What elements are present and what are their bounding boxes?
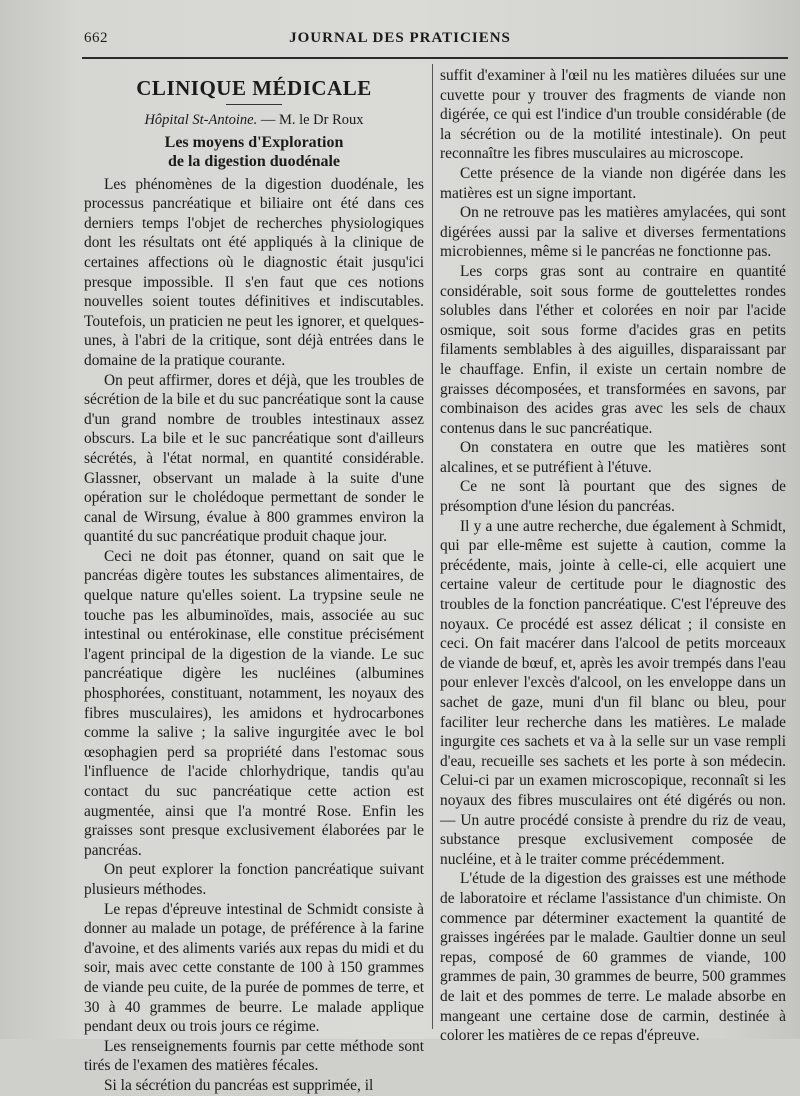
running-title: JOURNAL DES PRATICIENS — [289, 30, 511, 46]
paragraph: On peut affirmer, dores et déjà, que les troubles de sécrétion de la bile et du suc pancréatique sont la cause d'un grand nombre de troubles intestinaux assez obscurs. La bile et le suc pancréatique sont d'ailleurs sécrétés, à l'état normal, en quantité considérable. Glassner, observant un malade à la suite d'une opération sur le cholédoque permettant de sonder le canal de Wirsung, évalue à 800 grammes environ la quantité du suc pancréatique produit chaque jour. — [84, 371, 424, 546]
paragraph-continued: suffit d'examiner à l'œil nu les matières diluées sur une cuvette pour y trouver des fragments de viande non digérée, ce qui est l'indice d'un trouble considérable (de la sécrétion ou de la motilité intestinale). On peut reconnaître les fibres musculaires au microscope. — [440, 67, 786, 163]
paragraph: Ceci ne doit pas étonner, quand on sait que le pancréas digère toutes les substances alimentaires, de quelque nature qu'elles soient. La trypsine seule ne touche pas les albuminoïdes, mais, associée au suc intestinal ou entérokinase, elle constitue précisément l'agent principal de la digestion de la viande. Le suc pancréatique digère les nucléines (albumines phosphorées, constituant, notamment, les noyaux des fibres musculaires), les amidons et hydrocarbones comme la salive ; la salive ingurgitée avec le bol œsophagien perd sa propriété dans l'estomac sous l'influence de l'acide chlorhydrique, tandis qu'au contact du suc pancréatique cette action est augmentée, ainsi que l'a montré Rose. Enfin les graisses sont presque exclusivement élaborées par le pancréas. — [84, 547, 424, 859]
paragraph: Les corps gras sont au contraire en quantité considérable, soit sous forme de gouttelettes rondes solubles dans l'éther et colorées en noir par l'acide osmique, soit sous forme d'acides gras en petits filaments semblables à des aiguilles, disparaissant par le chauffage. Enfin, il existe un certain nombre de graisses décomposées, et transformées en savons, par combinaison des acides gras avec les sels de chaux contenus dans le suc pancréatique. — [440, 262, 786, 437]
paragraph: Les phénomènes de la digestion duodénale, les processus pancréatique et biliaire ont été dans ces derniers temps l'objet de recherches physiologiques dont les résultats ont été appliqués à la clinique de certaines affections où le diagnostic était jusqu'ici presque impossible. Il s'en faut que ces notions nouvelles soient toutes définitives et indiscutables. Toutefois, un praticien ne peut les ignorer, et quelques-unes, à l'abri de la critique, sont déjà entrées dans le domaine de la pratique courante. — [84, 175, 424, 369]
paragraph: On constatera en outre que les matières sont alcalines, et se putréfient à l'étuve. — [440, 439, 786, 476]
page-header — [0, 28, 800, 52]
paragraph: Le repas d'épreuve intestinal de Schmidt consiste à donner au malade un potage, de préférence à la farine d'avoine, et des aliments variés aux repas du midi et du soir, mais avec cette constante de 100 à 150 grammes de viande peu cuite, de la purée de pommes de terre, et 30 à 40 grammes de beurre. Le malade applique pendant deux ou trois jours ce régime. — [84, 900, 424, 1036]
paragraph: L'étude de la digestion des graisses est une méthode de laboratoire et réclame l'assistance d'un chimiste. On commence par déterminer exactement la quantité de graisses ingérées par le malade. Gaultier donne un seul repas, composé de 60 grammes de viande, 100 grammes de pain, 30 grammes de beurre, 500 grammes de lait et des pommes de terre. Le malade absorbe en mangeant une certaine dose de carmin, destinée à colorer les matières de ce repas d'épreuve. — [440, 870, 786, 1045]
right-column — [440, 66, 786, 1046]
author-name: — M. le Dr Roux — [260, 112, 364, 128]
article-title — [84, 133, 424, 171]
column-divider — [432, 64, 433, 1029]
header-rule — [82, 57, 788, 59]
paragraph: Cette présence de la viande non digérée dans les matières est un signe important. — [440, 164, 786, 202]
left-column — [84, 68, 424, 1096]
page-number: 662 — [84, 30, 108, 46]
paragraph: Si la sécrétion du pancréas est supprimée, il — [104, 1076, 374, 1094]
article-title-line-1: Les moyens d'Exploration — [164, 133, 344, 151]
article-title-line-2: de la digestion duodénale — [167, 152, 341, 170]
section-rule — [226, 104, 282, 105]
paragraph: Il y a une autre recherche, due également à Schmidt, qui par elle-même est sujette à caution, comme la précédente, mais, jointe à celle-ci, elle acquiert une certaine valeur de certitude pour le diagnostic des troubles de la fonction pancréatique. C'est l'épreuve des noyaux. Ce procédé est assez délicat ; il consiste en ceci. On fait macérer dans l'alcool de petits morceaux de viande de bœuf, et, après les avoir trempés dans l'eau pour enlever l'excès d'alcool, on les enveloppe dans un sachet de gaze, muni d'un fil blanc ou bleu, pour faciliter leur recherche dans les matières. Le malade ingurgite ces sachets et va à la selle sur un vase rempli d'eau, recueille ses sachets et les porte à son médecin. Celui-ci par un examen microscopique, reconnaît si les noyaux des fibres musculaires ont été digérés ou non. — Un autre procédé consiste à prendre du riz de veau, substance presque exclusivement composée de nucléine, et à le traiter comme précédemment. — [440, 517, 786, 868]
section-title: CLINIQUE MÉDICALE — [136, 76, 372, 100]
paragraph: On ne retrouve pas les matières amylacées, qui sont digérées aussi par la salive et diverses fermentations microbiennes, même si le pancréas ne fonctionne pas. — [440, 204, 786, 261]
paragraph: On peut explorer la fonction pancréatique suivant plusieurs méthodes. — [84, 861, 424, 898]
paragraph: Ce ne sont là pourtant que des signes de présomption d'une lésion du pancréas. — [440, 478, 786, 516]
paragraph: Les renseignements fournis par cette méthode sont tirés de l'examen des matières fécales. — [84, 1037, 424, 1075]
byline — [84, 111, 424, 131]
hospital-name: Hôpital St-Antoine. — [144, 112, 258, 128]
